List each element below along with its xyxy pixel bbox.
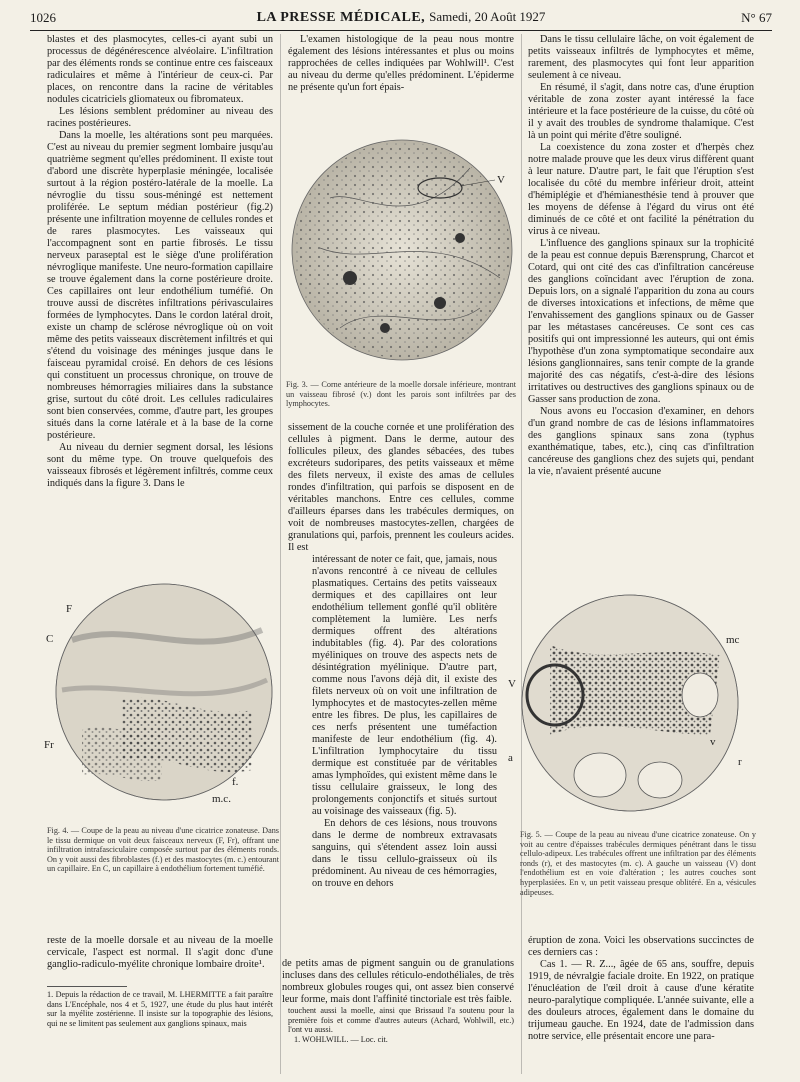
page-header — [30, 8, 772, 31]
paragraph: sissement de la couche cornée et une prolifération des cellules à pigment. Dans le derme, autour des follicules pileux, des glandes sébacées, des tubes excréteurs sudoripares, des petits vaisseaux et même des filets nerveux, il existe des amas de cellules rondes d'infiltration, qui parfois se disposent en de véritables manchons. Entre ces cellules, comme d'ailleurs éparses dans les trabécules dermiques, on voit de nombreuses mastocytes-zellen, chargées de granulations qui, parfois, prennent les couleurs acides. Il est — [288, 422, 514, 553]
paragraph: Cas 1. — R. Z..., âgée de 65 ans, souffre, depuis 1919, de névralgie faciale droite. En 1922, on pratique l'énucléation de l'œil droit à cause d'une kératite neuro-paralytique compliquée. L'année suivante, elle a des douleurs atroces, également dans le domaine du trijumeau gauche. En 1924, date de l'admission dans notre service, elle présentait encore une para- — [528, 959, 754, 1042]
paragraph: blastes et des plasmocytes, celles-ci ayant subi un processus de dégénérescence alvéolaire. L'infiltration par des éléments ronds se continue entre ces faisceaux radiculaires et même à l'intérieur de ceux-ci. Par places, on rencontre dans la racine de véritables nodules cicatriciels gliomateux ou fibromateux. — [47, 34, 273, 105]
figure-4 — [44, 580, 277, 815]
figure-4-label-f: F — [66, 603, 73, 615]
paragraph: Nous avons eu l'occasion d'examiner, en dehors d'un grand nombre de cas de lésions inflammatoires des ganglions spinaux sans zona (typhus exanthématique, tabes, etc.), cinq cas d'infiltration cancéreuse des ganglions chez des sujets qui, pendant la vie, n'avaient présenté aucune — [528, 406, 754, 477]
paragraph: En dehors de ces lésions, nous trouvons dans le derme de nombreux extravasats sanguins, qui s'étendent assez loin aussi dans le tissu cellulo-graisseux où ils prédominent. Au niveau de ces hémorragies, on trouve en dehors — [312, 818, 497, 889]
footnote-rule — [47, 986, 127, 987]
figure-5-label-r: r — [738, 756, 742, 768]
footnote-left: 1. Depuis la rédaction de ce travail, M. LHERMITTE a fait paraître dans L'Encéphale, nos 4 et 5, 1927, une étude du plus haut intérêt sur la myélite zostérienne. Il insiste sur la topographie des lésions, qui ne se limitent pas seulement aux ganglions spinaux, mais — [47, 990, 273, 1028]
figure-3-micrograph — [290, 128, 515, 378]
column-2-text — [288, 34, 514, 94]
paragraph: intéressant de noter ce fait, que, jamais, nous n'avons rencontré à ce niveau de cellules plasmatiques. Certains des petits vaisseaux dermiques et des capillaires ont leur endothélium tellement gonflé qu'il oblitère complètement la lumière. Les nerfs dermiques offrent des altérations indubitables (fig. 4). Par des colorations myéliniques on trouve des aspects nets de désintégration myélinique. D'autre part, comme nous l'avons déjà dit, il existe des filets nerveux où on voit une infiltration de lymphocytes et de mastocytes-zellen même entre les fibres. De plus, les capillaires de ces nerfs présentent une tuméfaction manifeste de leur endothélium (fig. 4). L'infiltration lymphocytaire du tissu dermique est constituée par de véritables amas lymphoïdes, qui existent même dans le tissu cellulaire graisseux, le long des prolongements conjonctifs et situés surtout au voisinage des vaisseaux (fig. 5). — [312, 554, 497, 817]
page-number: 1026 — [30, 10, 56, 25]
figure-5-caption: Fig. 5. — Coupe de la peau au niveau d'une cicatrice zonateuse. On y voit au centre d'épaisses trabécules dermiques pénétrant dans le tissu cellulo-adipeux. Les trabécules offrent une infiltration par des éléments ronds (r), et des mastocytes (m. c). A gauche un vaisseau (V) dont l'endothélium est en voie d'altération ; les autres couches sont hyperplasiées. En v, un petit vaisseau presque oblitéré. En a, vésicules adipeuses. — [520, 830, 756, 897]
paragraph: Dans la moelle, les altérations sont peu marquées. C'est au niveau du premier segment lombaire jusqu'au quatrième segment qu'elles prédominent. Il existe tout d'abord une discrète hyperplasie méningée, localisée surtout à la région postéro-latérale de la moelle. La névroglie du tissu sous-méningé est nettement proliférée. Le septum médian postérieur (fig.2) présente une infiltration moyenne de cellules rondes et de rares plasmocytes. Les vaisseaux qui l'accompagnent sont en partie fibrosés. Le tissu nerveux paraseptal est le siège d'une prolifération névroglique manifeste. Une neuro-formation capillaire se trouve également dans la corne postérieure droite. Ces capillaires ont leur endothélium tuméfié. On trouve aussi de discrètes infiltrations périvasculaires formées de lymphocytes. Dans le cordon latéral droit, existe un champ de sclérose névroglique où on voit même des petits vaisseaux discrètement infiltrés et qui s'étend du voisinage des méninges jusque dans le faisceau pyramidal croisé. En dehors de ces lésions qui constituent un processus chronique, on trouve de nombreuses hémorragies miliaires dans la substance grise, surtout du côté droit. Les cellules radiculaires sont bien conservées, comme, d'autre part, les groupes situés dans la corne latérale et à la base de la corne postérieure. — [47, 130, 273, 441]
paragraph: Au niveau du dernier segment dorsal, les lésions sont du même type. On trouve quelquefois des vaisseaux fibrosés et légèrement infiltrés, comme ceux indiqués dans la figure 3. Dans le — [47, 442, 273, 489]
footnote-middle-2: 1. WOHLWILL. — Loc. cit. — [294, 1034, 388, 1044]
journal-name: LA PRESSE MÉDICALE, — [256, 10, 426, 25]
paragraph: L'examen histologique de la peau nous montre également des lésions intéressantes et plus ou moins rapprochées de celles indiquées par Wohlwill¹. C'est au niveau du derme qu'elles prédominent. L'épiderme ne présente qu'un fort épais- — [288, 34, 514, 93]
column-divider — [280, 34, 281, 1074]
issue-number: N° 67 — [741, 10, 772, 25]
figure-4-label-mc: m.c. — [212, 793, 231, 805]
paragraph: En résumé, il s'agit, dans notre cas, d'une éruption véritable de zona zoster ayant intéressé la face intérieure et la face postérieure de la cuisse, du côté où il y avait des troubles de syndrome thalamique. C'est là un point qui mérite d'être souligné. — [528, 82, 754, 141]
column-2-middle-text — [288, 422, 514, 554]
figure-5-label-v-small: v — [710, 736, 716, 748]
figure-5-label-mc: mc — [726, 634, 740, 646]
figure-4-label-fr: Fr — [44, 739, 54, 751]
column-divider — [521, 34, 522, 1074]
figure-3-caption: Fig. 3. — Corne antérieure de la moelle dorsale inférieure, montrant un vaisseau fibrosé (v.) dont les parois sont infiltrées par des lymphocytes. — [286, 380, 516, 409]
column-1-text — [47, 34, 273, 490]
paragraph: de petits amas de pigment sanguin ou de granulations incluses dans des cellules réticulo-endothéliales, de très nombreux globules rouges qui, ont assez bien conservé leur forme, mais dont l'affinité tinctoriale est très faible. — [282, 958, 514, 1005]
figure-3-label-v: V — [497, 174, 505, 186]
figure-5 — [510, 585, 750, 830]
paragraph: Dans le tissu cellulaire lâche, on voit également de petits vaisseaux infiltrés de lymphocytes et même, rarement, des plasmocytes qui font leur apparition seulement à ce niveau. — [528, 34, 754, 81]
column-1-bottom-text — [47, 935, 273, 971]
issue-date: Samedi, 20 Août 1927 — [429, 9, 546, 24]
footnote-middle — [288, 1006, 514, 1044]
figure-4-caption: Fig. 4. — Coupe de la peau au niveau d'une cicatrice zonateuse. Dans le tissu dermique on voit deux faisceaux nerveux (F, Fr), offrant une infiltration intrafasciculaire composée surtout par des éléments ronds. On y voit aussi des fibroblastes (f.) et des mastocytes (m. c.) entourant un capillaire. En C, un capillaire à endothélium fortement tuméfié. — [47, 826, 279, 874]
paragraph: La coexistence du zona zoster et d'herpès chez notre malade prouve que les deux virus diffèrent quant à leur nature. D'autre part, le fait que l'éruption s'est localisée du côté du membre inférieur droit, atteint d'hémiplégie et d'hémianesthésie tend à prouver que les moyens de défense à l'égard du virus ont été diminués de ce côté et ont facilité la pénétration du virus à ce niveau. — [528, 142, 754, 237]
figure-5-label-v-big: V — [508, 678, 516, 690]
column-2-bottom-text — [282, 958, 514, 1006]
footnote-middle-1: touchent aussi la moelle, ainsi que Brissaud l'a soutenu pour la première fois et comme d'autres auteurs (Achard, Wohlwill, etc.) l'ont vu aussi. — [288, 1006, 514, 1035]
paragraph: Les lésions semblent prédominer au niveau des racines postérieures. — [47, 106, 273, 129]
figure-4-micrograph — [44, 580, 277, 810]
figure-4-label-f-small: f. — [232, 776, 239, 788]
paragraph: L'influence des ganglions spinaux sur la trophicité de la peau est connue depuis Bærensprung, Charcot et Cotard, qui ont cité des cas d'infiltration cancéreuse des ganglions coïncidant avec l'éruption de zona. Depuis lors, on a signalé l'apparition du zona au cours de diverses intoxications et infections, de même que l'envahissement des ganglions spinaux ou de Gasser par les métastases cancéreuses. Ce sont ces cas positifs qui ont impressionné les auteurs, qui ont émis l'hypothèse d'un zona symptomatique secondaire aux lésions ganglionnaires, sans tenir compte de la grande majorité des cas négatifs, c'est-à-dire des lésions irritatives ou destructives des ganglions spinaux ou de Gasser sans production de zona. — [528, 238, 754, 405]
column-3-text — [528, 34, 754, 478]
figure-5-micrograph — [510, 585, 750, 825]
figure-3 — [290, 128, 515, 383]
paragraph: reste de la moelle dorsale et au niveau de la moelle cervicale, l'aspect est normal. Il s'agit donc d'une ganglio-radiculo-myélite chronique lombaire droite¹. — [47, 935, 273, 970]
journal-title — [30, 9, 772, 26]
column-3-bottom-text — [528, 935, 754, 1043]
paragraph: éruption de zona. Voici les observations succinctes de ces derniers cas : — [528, 935, 754, 958]
column-2-lower-text — [312, 554, 497, 890]
figure-4-label-c: C — [46, 633, 54, 645]
figure-5-label-a: a — [508, 752, 513, 764]
